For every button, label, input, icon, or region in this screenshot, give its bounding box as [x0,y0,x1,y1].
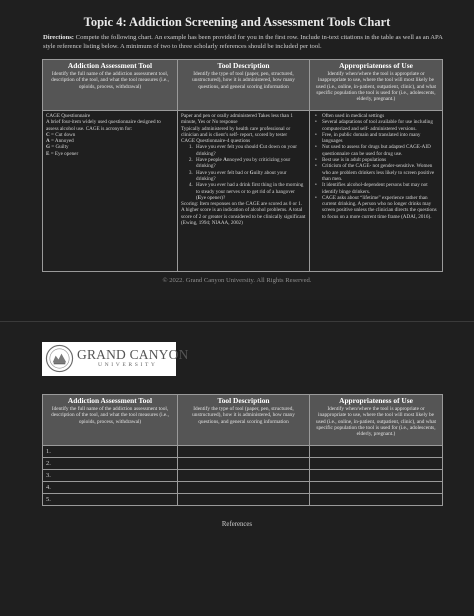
header-tool-description [178,60,310,111]
row-cell-tool[interactable] [43,470,178,482]
row-number: 3. [46,472,51,479]
row-cell-description[interactable] [178,470,310,482]
header-description: Identify the type of tool (paper, pen, structured, unstructured), how it is administered, how many questions, and general scoring information [192,406,295,425]
assessment-table [42,394,443,506]
row-number: 4. [46,484,51,491]
university-logo [42,342,189,376]
header-title: Appropriateness of Use [339,396,413,405]
directions-label: Directions: [43,34,75,41]
header-description: Identify the type of tool (paper, pen, structured, unstructured), how it is administered, how many questions, and general scoring information [192,71,295,90]
list-item: • Several adaptations of tool available for use including computerized and self- administered versions. [322,119,439,132]
example-cell-tool [43,111,178,272]
acronym-line: A = Annoyed [46,138,74,145]
questions-label: CAGE Questionnaire-4 questions [181,138,251,145]
administration-text: Paper and pen or orally administered Takes less than 1 minute, Yes or No response [181,113,293,126]
example-cell-description [178,111,310,272]
list-item: • Free, in public domain and translated into many languages [322,132,439,145]
row-number: 1. [46,448,51,455]
scoring-text: Scoring: Item responses on the CAGE are scored as 0 or 1. A higher score is an indication of alcohol problems. A total score of 2 or greater is considered to be clinically significant (Ewing, 1994; NIAAA, 2002) [181,201,306,227]
questions-list [181,144,306,201]
row-cell-appropriateness[interactable] [310,446,443,458]
acronym-line: C = Cut down [46,131,76,138]
row-cell-appropriateness[interactable] [310,482,443,494]
list-item: • CAGE asks about “lifetime” experience rather than current drinking. A person who no longer drinks may screen positive unless the clinician directs the questions to focus on a more current time frame (ADAI, 2016). [322,195,439,220]
acronym-line: E = Eye opener [46,150,79,157]
table-row [43,494,443,506]
directions-text: Compete the following chart. An example has been provided for you in the first row. Include in-text citations in the table as well as an APA style reference listing below. A minimum of two to three scholarly references should be included per tool. [43,34,443,50]
header-description: Identify when/where the tool is appropriate or inappropriate to use, where the tool will most likely be used (i.e., online, in-patient, outpatient, clinic), and what specific population the tool is used for (i.e., adolescents, elderly, pregnant.) [315,406,437,438]
row-cell-description[interactable] [178,446,310,458]
logo-subtitle: UNIVERSITY [98,362,158,368]
example-cell-appropriateness [310,111,443,272]
tool-name: CAGE Questionnaire [46,113,91,119]
table-row [43,446,443,458]
list-item: • Often used in medical settings [322,113,439,119]
row-cell-tool[interactable] [43,458,178,470]
row-cell-description[interactable] [178,494,310,506]
list-item: 2. Have people Annoyed you by criticizing your drinking? [194,157,306,170]
row-cell-tool[interactable] [43,494,178,506]
page-title: Topic 4: Addiction Screening and Assessment Tools Chart [83,15,391,29]
row-cell-description[interactable] [178,458,310,470]
list-item: 3. Have you ever felt bad or Guilty about your drinking? [194,170,306,183]
row-cell-appropriateness[interactable] [310,494,443,506]
header-assessment-tool [43,395,178,446]
header-description: Identify the full name of the addiction assessment tool, description of the tool, and what the tool measures (i.e., opioids, process, withdrawal) [51,71,169,90]
appropriateness-list [313,113,439,220]
header-tool-description [178,395,310,446]
header-title: Addiction Assessment Tool [67,396,153,405]
row-cell-tool[interactable] [43,482,178,494]
header-description: Identify when/where the tool is appropriate or inappropriate to use, where the tool will most likely be used (i.e., online, in-patient, outpatient, clinic), and what specific population the tool is used for (i.e., adolescents, elderly, pregnant.) [315,71,437,103]
header-title: Tool Description [217,61,270,70]
table-row [43,470,443,482]
list-item: • Best use is in adult populations [322,157,439,163]
tool-summary: A brief four-item widely used questionnaire designed to assess alcohol use. CAGE is acronym for: [46,119,161,132]
table-row [43,458,443,470]
acronym-line: G = Guilty [46,144,69,151]
document-page-1 [0,0,474,300]
header-title: Appropriateness of Use [339,61,413,70]
row-cell-description[interactable] [178,482,310,494]
university-seal-icon [45,344,74,373]
row-cell-appropriateness[interactable] [310,470,443,482]
administrator-text: Typically administered by health care professional or clinician and is client’s self- report, scored by tester [181,125,291,138]
directions-paragraph [43,34,443,51]
document-page-2 [0,322,474,616]
list-item: 1. Have you ever felt you should Cut down on your drinking? [194,144,306,157]
row-cell-appropriateness[interactable] [310,458,443,470]
header-title: Tool Description [217,396,270,405]
table-row [43,482,443,494]
row-number: 5. [46,496,51,503]
header-description: Identify the full name of the addiction assessment tool, description of the tool, and what the tool measures (i.e., opioids, process, withdrawal) [51,406,169,425]
header-appropriateness [310,60,443,111]
header-appropriateness [310,395,443,446]
references-heading: References [221,521,253,528]
copyright-notice: © 2022. Grand Canyon University. All Rights Reserved. [162,277,312,284]
list-item: • Not used to assess for drugs but adapted CAGE-AID questionnaire can be used for drug use. [322,144,439,157]
list-item: 4. Have you ever had a drink first thing in the morning to steady your nerves or to get rid of a hangover (Eye opener)? [194,182,306,201]
header-title: Addiction Assessment Tool [67,61,153,70]
row-cell-tool[interactable] [43,446,178,458]
list-item: • It identifies alcohol-dependent persons but may not identify binge drinkers. [322,182,439,195]
header-assessment-tool [43,60,178,111]
list-item: • Criticism of the CAGE- not gender-sensitive. Women who are problem drinkers less likely to screen positive than men. [322,163,439,182]
page-separator [0,300,474,322]
row-number: 2. [46,460,51,467]
logo-wordmark: GRAND CANYON [77,347,189,362]
example-table [42,59,443,272]
